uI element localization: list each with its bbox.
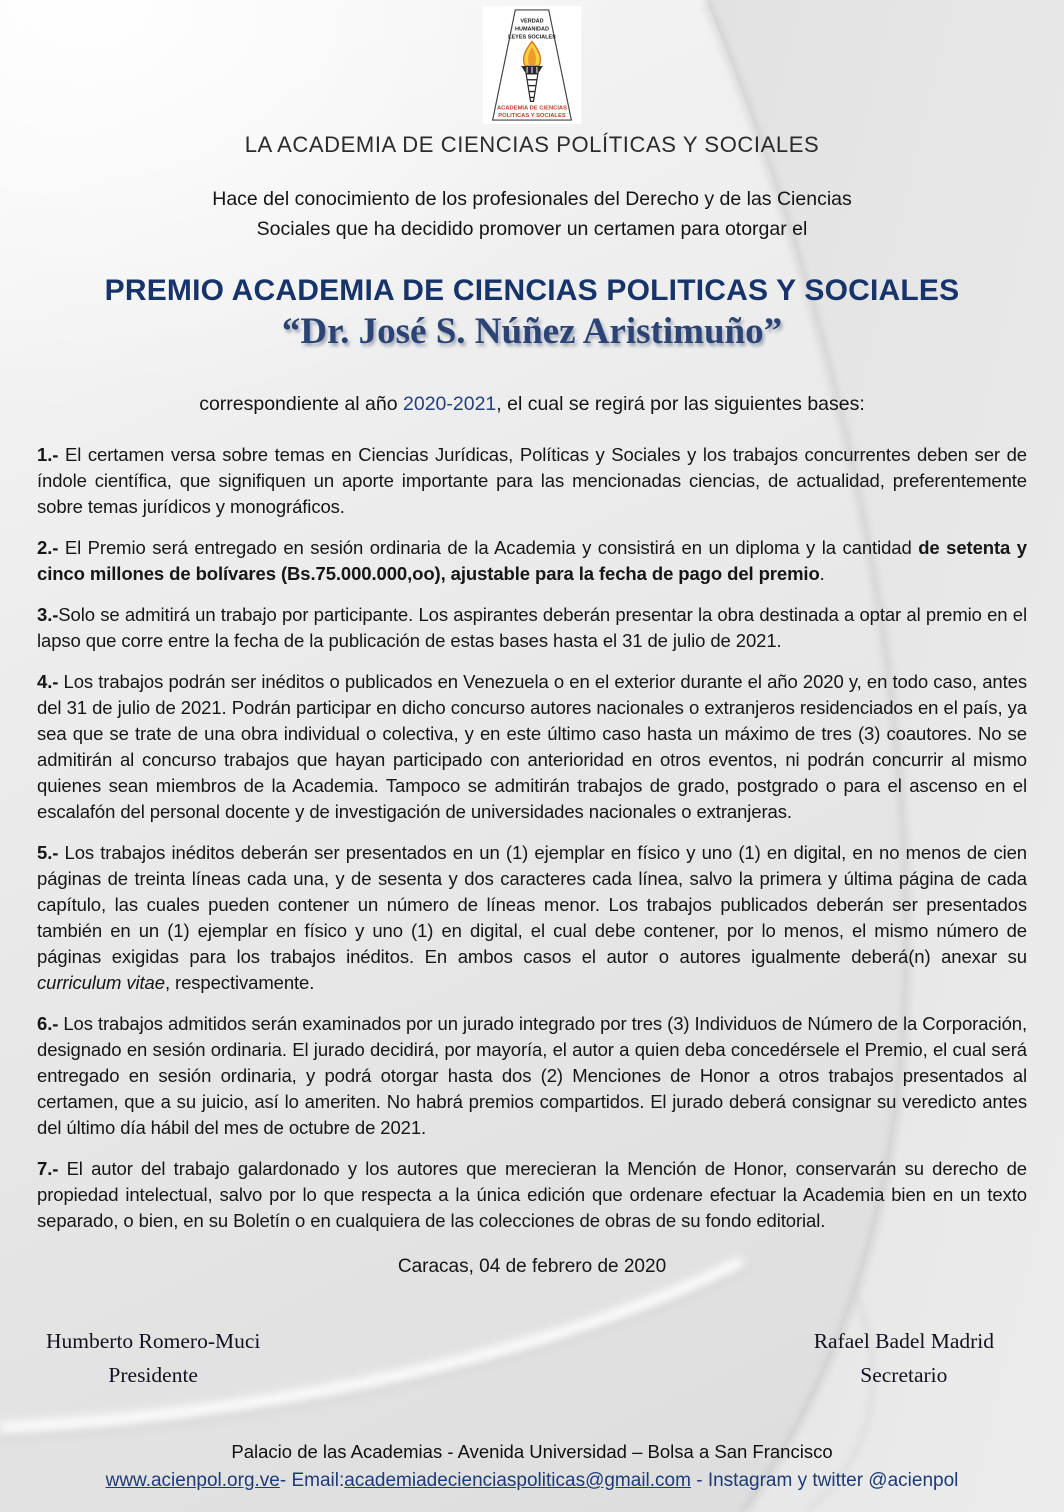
academy-emblem bbox=[482, 6, 582, 124]
signature-president bbox=[46, 1324, 260, 1392]
president-role: Presidente bbox=[108, 1363, 198, 1387]
social-handles: - Instagram y twitter @acienpol bbox=[690, 1470, 959, 1491]
year-prefix: correspondiente al año bbox=[199, 393, 403, 415]
secretary-role: Secretario bbox=[860, 1363, 948, 1387]
year-line bbox=[0, 393, 1064, 416]
clause-5-number: 5.- bbox=[37, 842, 59, 863]
clause-5: 5.- Los trabajos inéditos deberán ser presentados en un (1) ejemplar en físico y uno (1) en digital, en no menos de cien páginas de treinta líneas cada una, y de sesenta y dos caracteres cada línea, salvo la primera y última página de cada capítulo, las cuales pueden contener un número de líneas menor. Los trabajos publicados deberán ser presentados también en un (1) ejemplar en físico y uno (1) en digital, el cual debe contener, por lo menos, el mismo número de páginas exigidas para los trabajos inéditos. En ambos casos el autor o autores igualmente deberá(n) anexar su curriculum vitae, respectivamente. bbox=[37, 842, 1027, 993]
emblem-org-line1: ACADEMIA DE CIENCIAS bbox=[497, 105, 567, 112]
intro-text bbox=[0, 184, 1064, 244]
clause-3-text: Solo se admitirá un trabajo por participante. Los aspirantes deberán presentar la obra destinada a optar al premio en el lapso que corre entre la fecha de la publicación de estas bases hasta el 31 de julio de 2021. bbox=[37, 604, 1027, 651]
footer-links-line bbox=[0, 1470, 1064, 1492]
institution-title: LA ACADEMIA DE CIENCIAS POLÍTICAS Y SOCIALES bbox=[244, 132, 820, 157]
emblem-org-line2: POLITICAS Y SOCIALES bbox=[498, 113, 566, 120]
year-suffix: , el cual se regirá por las siguientes bases: bbox=[496, 393, 865, 415]
clause-7-number: 7.- bbox=[37, 1158, 59, 1179]
footer-address: Palacio de las Academias - Avenida Universidad – Bolsa a San Francisco bbox=[231, 1441, 833, 1462]
clause-1-text: El certamen versa sobre temas en Ciencias Jurídicas, Políticas y Sociales y los trabajos concurrentes deben ser de índole científica, que signifiquen un aporte importante para las mencionadas ciencias, de actualidad, preferentemente sobre temas jurídicos y monográficos. bbox=[37, 444, 1027, 517]
clause-1 bbox=[37, 442, 1027, 520]
president-name: Humberto Romero-Muci bbox=[46, 1329, 261, 1353]
clause-2-number: 2.- bbox=[37, 537, 59, 558]
secretary-name: Rafael Badel Madrid bbox=[813, 1329, 994, 1353]
clause-2: 2.- El Premio será entregado en sesión ordinaria de la Academia y consistirá en un diploma y la cantidad de setenta y cinco millones de bolívares (Bs.75.000.000,oo), ajustable para la fecha de pago del premio. bbox=[37, 537, 1027, 584]
clause-1-number: 1.- bbox=[37, 444, 59, 465]
year-value: 2020-2021 bbox=[403, 393, 497, 415]
emblem-motto-line3: LEYES SOCIALES bbox=[508, 34, 556, 41]
clause-3 bbox=[37, 602, 1027, 654]
clause-4-number: 4.- bbox=[37, 671, 59, 692]
emblem-motto-line1: VERDAD bbox=[520, 18, 544, 25]
clause-4 bbox=[37, 669, 1027, 825]
clause-5-italic-text: curriculum vitae bbox=[37, 972, 165, 993]
clause-6 bbox=[37, 1011, 1027, 1141]
clause-3-number: 3.- bbox=[37, 604, 59, 625]
clause-2-bold-text: de setenta y cinco millones de bolívares (Bs.75.000.000,oo), ajustable para la fecha de pago del premio bbox=[37, 537, 1027, 584]
signature-secretary bbox=[814, 1324, 994, 1392]
email-label: - Email: bbox=[279, 1470, 345, 1491]
signatures-section bbox=[46, 1324, 994, 1392]
email-link[interactable]: academiadecienciaspoliticas@gmail.com bbox=[344, 1470, 691, 1491]
clause-5-text: Los trabajos inéditos deberán ser presentados en un (1) ejemplar en físico y uno (1) en digital, en no menos de cien páginas de treinta líneas cada una, y de sesenta y dos caracteres cada línea, salvo la primera y última página de cada capítulo, las cuales pueden contener un número de líneas menor. Los trabajos publicados deberán ser presentados también en un (1) ejemplar en físico y uno (1) en digital, el cual debe contener, por lo menos, el mismo número de páginas exigidas para los trabajos inéditos. En ambos casos el autor o autores igualmente deberá(n) anexar su bbox=[37, 842, 1027, 967]
intro-line2: Sociales que ha decidido promover un certamen para otorgar el bbox=[256, 218, 808, 240]
intro-line1: Hace del conocimiento de los profesionales del Derecho y de las Ciencias bbox=[212, 188, 852, 210]
clauses-section bbox=[37, 442, 1027, 1234]
clause-6-text: Los trabajos admitidos serán examinados por un jurado integrado por tres (3) Individuos de Número de la Corporación, designado en sesión ordinaria. El jurado decidirá, por mayoría, el autor a quien deba concedérsele el Premio, el cual será entregado en sesión ordinaria, y podrá otorgar hasta dos (2) Menciones de Honor a otros trabajos presentados al certamen, que a su juicio, así lo ameriten. No habrá premios compartidos. El jurado deberá consignar su veredicto antes del último día hábil del mes de octubre de 2021. bbox=[37, 1013, 1027, 1138]
emblem-motto-line2: HUMANIDAD bbox=[515, 26, 549, 33]
clause-7 bbox=[37, 1156, 1027, 1234]
prize-title: PREMIO ACADEMIA DE CIENCIAS POLITICAS Y SOCIALES bbox=[104, 274, 960, 307]
clause-4-text: Los trabajos podrán ser inéditos o publicados en Venezuela o en el exterior durante el año 2020 y, en todo caso, antes del 31 de julio de 2021. Podrán participar en dicho concurso autores nacionales o extranjeros residenciados en el país, ya sea que se trate de una obra individual o colectiva, y en este último caso hasta un máximo de tres (3) coautores. No se admitirán al concurso trabajos que hayan participado con anterioridad en otros eventos, ni podrán concurrir al mismo quienes sean miembros de la Academia. Tampoco se admitirán trabajos de grado, postgrado o para el ascenso en el escalafón del personal docente y de investigación de universidades nacionales o extranjeras. bbox=[37, 671, 1027, 822]
document-footer bbox=[0, 1441, 1064, 1492]
clause-2-text: El Premio será entregado en sesión ordinaria de la Academia y consistirá en un diploma y la cantidad bbox=[58, 537, 919, 558]
clause-7-text: El autor del trabajo galardonado y los autores que merecieran la Mención de Honor, conservarán su derecho de propiedad intelectual, salvo por lo que respecta a la única edición que ordenare efectuar la Academia bien en un texto separado, o bien, en su Boletín o en cualquiera de las colecciones de obras de su fondo editorial. bbox=[37, 1158, 1027, 1231]
date-line: Caracas, 04 de febrero de 2020 bbox=[397, 1256, 667, 1277]
clause-6-number: 6.- bbox=[37, 1013, 59, 1034]
website-link[interactable]: www.acienpol.org.ve bbox=[105, 1470, 280, 1491]
prize-name: “Dr. José S. Núñez Aristimuño” bbox=[281, 311, 783, 352]
